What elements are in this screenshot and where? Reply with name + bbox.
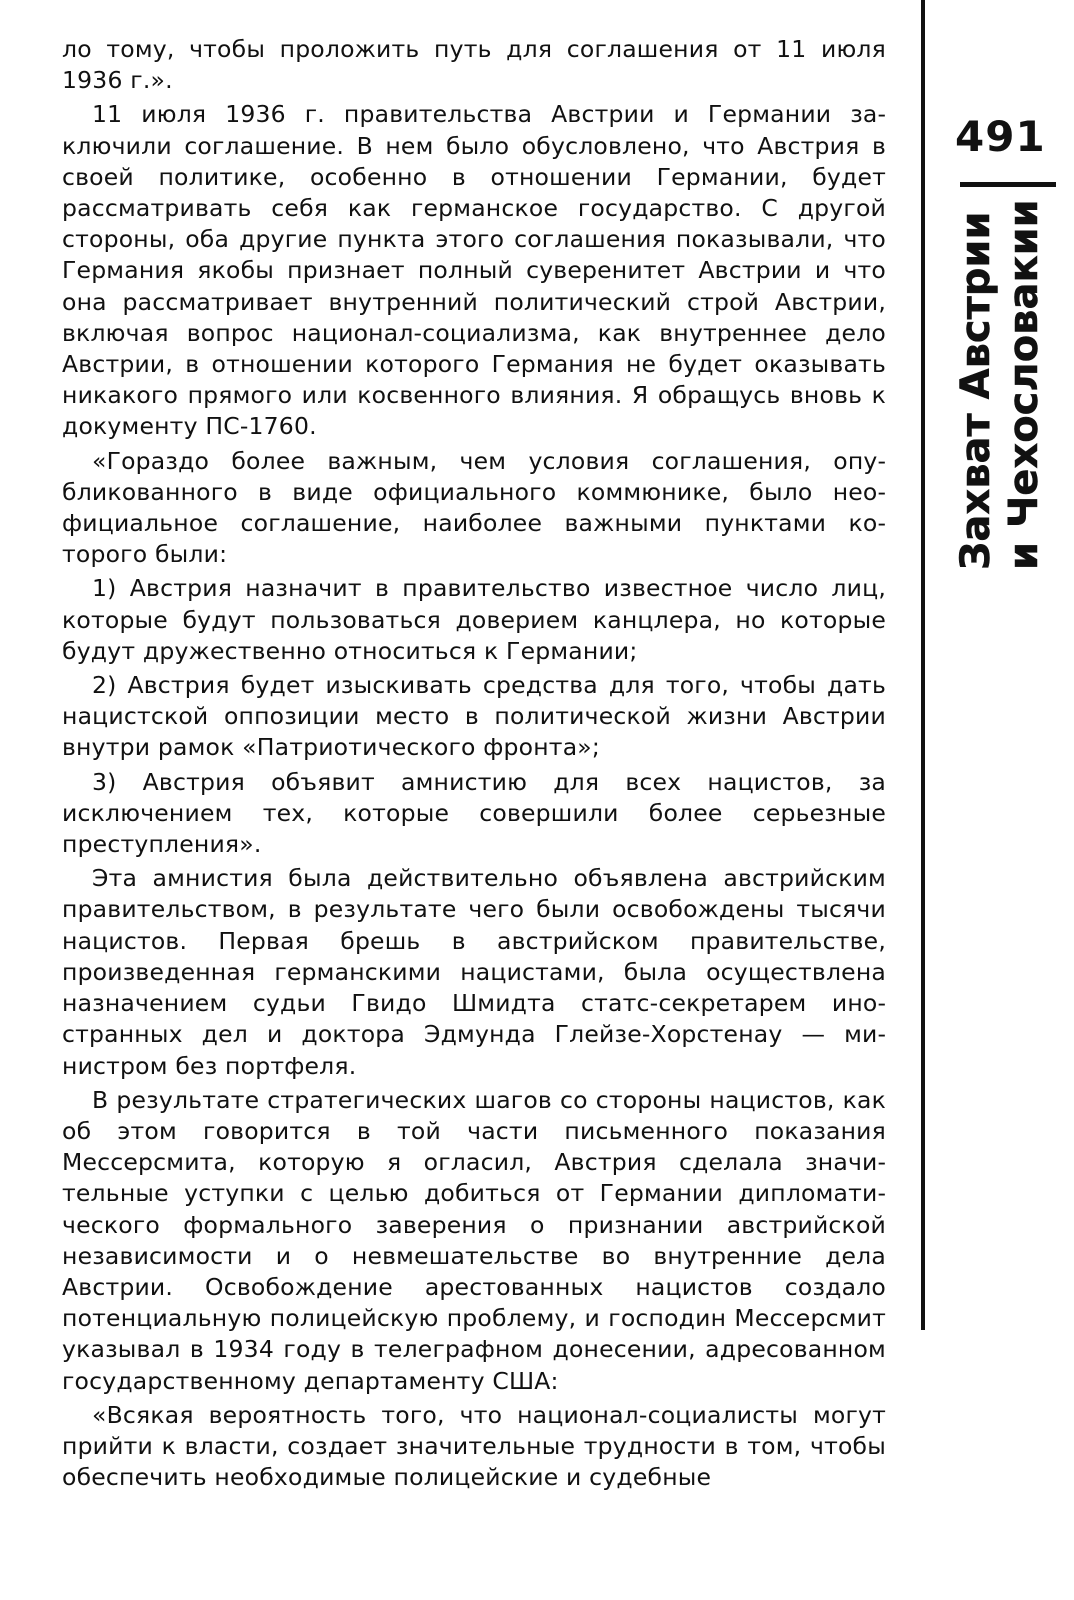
running-title-line-1: Захват Австрии bbox=[953, 211, 999, 570]
running-title-line-2: и Чехословакии bbox=[1001, 199, 1047, 570]
list-item-1: 1) Австрия назначит в правительство известное число лиц, которые будут пользоваться доверием канцлера, но которые будут дружественно относиться к Германии; bbox=[62, 574, 886, 665]
paragraph-1: ло тому, чтобы проложить путь для соглашения от 11 июля 1936 г.». bbox=[62, 35, 886, 95]
paragraph-5: В результате стратегических шагов со стороны нацистов, как об этом говорится в той части письменного показания Мессерсмита, которую я огласил, Австрия сделала значительные уступки с целью добиться от Германии дипломатического формального заверения о признании австрийской независимости и о невмешательстве во внутренние дела Австрии. Освобождение арестованных нацистов создало потенциальную полицейскую проблему, и господин Мессерсмит указывал в 1934 году в телеграфном донесении, адресованном государственному департаменту США: bbox=[62, 1085, 886, 1395]
paragraph-3: «Гораздо более важным, чем условия соглашения, опубликованного в виде официального коммюнике, было неофициальное соглашение, наиболее важными пунктами которого были: bbox=[62, 446, 886, 569]
list-item-2: 2) Австрия будет изыскивать средства для того, чтобы дать нацистской оппозиции место в политической жизни Австрии внутри рамок «Патриотического фронта»; bbox=[62, 671, 886, 762]
paragraph-4: Эта амнистия была действительно объявлена австрийским правительством, в результате чего были освобождены тысячи нацистов. Первая брешь в австрийском правительстве, произведенная германскими нацистами, была осуществлена назначением судьи Гвидо Шмидта статс-секретарем иностранных дел и доктора Эдмунда Глейзе-Хорстенау — министром без портфеля. bbox=[62, 864, 886, 1080]
paragraph-2: 11 июля 1936 г. правительства Австрии и Германии заключили соглашение. В нем было обусловлено, что Австрия в своей политике, особенно в отношении Германии, будет рассматривать себя как германское государство. С другой стороны, оба другие пункта этого соглашения показывали, что Германия якобы признает полный суверенитет Австрии и что она рассматривает внутренний политический строй Австрии, включая вопрос национал-социализма, как внутреннее дело Австрии, в отношении которого Германия не будет оказывать никакого прямого или косвенного влияния. Я обращусь вновь к документу ПС-1760. bbox=[62, 100, 886, 441]
paragraph-6: «Всякая вероятность того, что национал-социалисты могут прийти к власти, создает значительные трудности в том, чтобы обеспечить необходимые полицейские и судебные bbox=[62, 1400, 886, 1492]
list-item-3: 3) Австрия объявит амнистию для всех нацистов, за исключением тех, которые совершили более серьезные преступления». bbox=[62, 767, 886, 859]
margin-vertical-rule bbox=[921, 0, 925, 1330]
page-number: 491 bbox=[955, 112, 1046, 161]
running-title bbox=[952, 170, 1052, 570]
body-text bbox=[62, 34, 886, 1493]
